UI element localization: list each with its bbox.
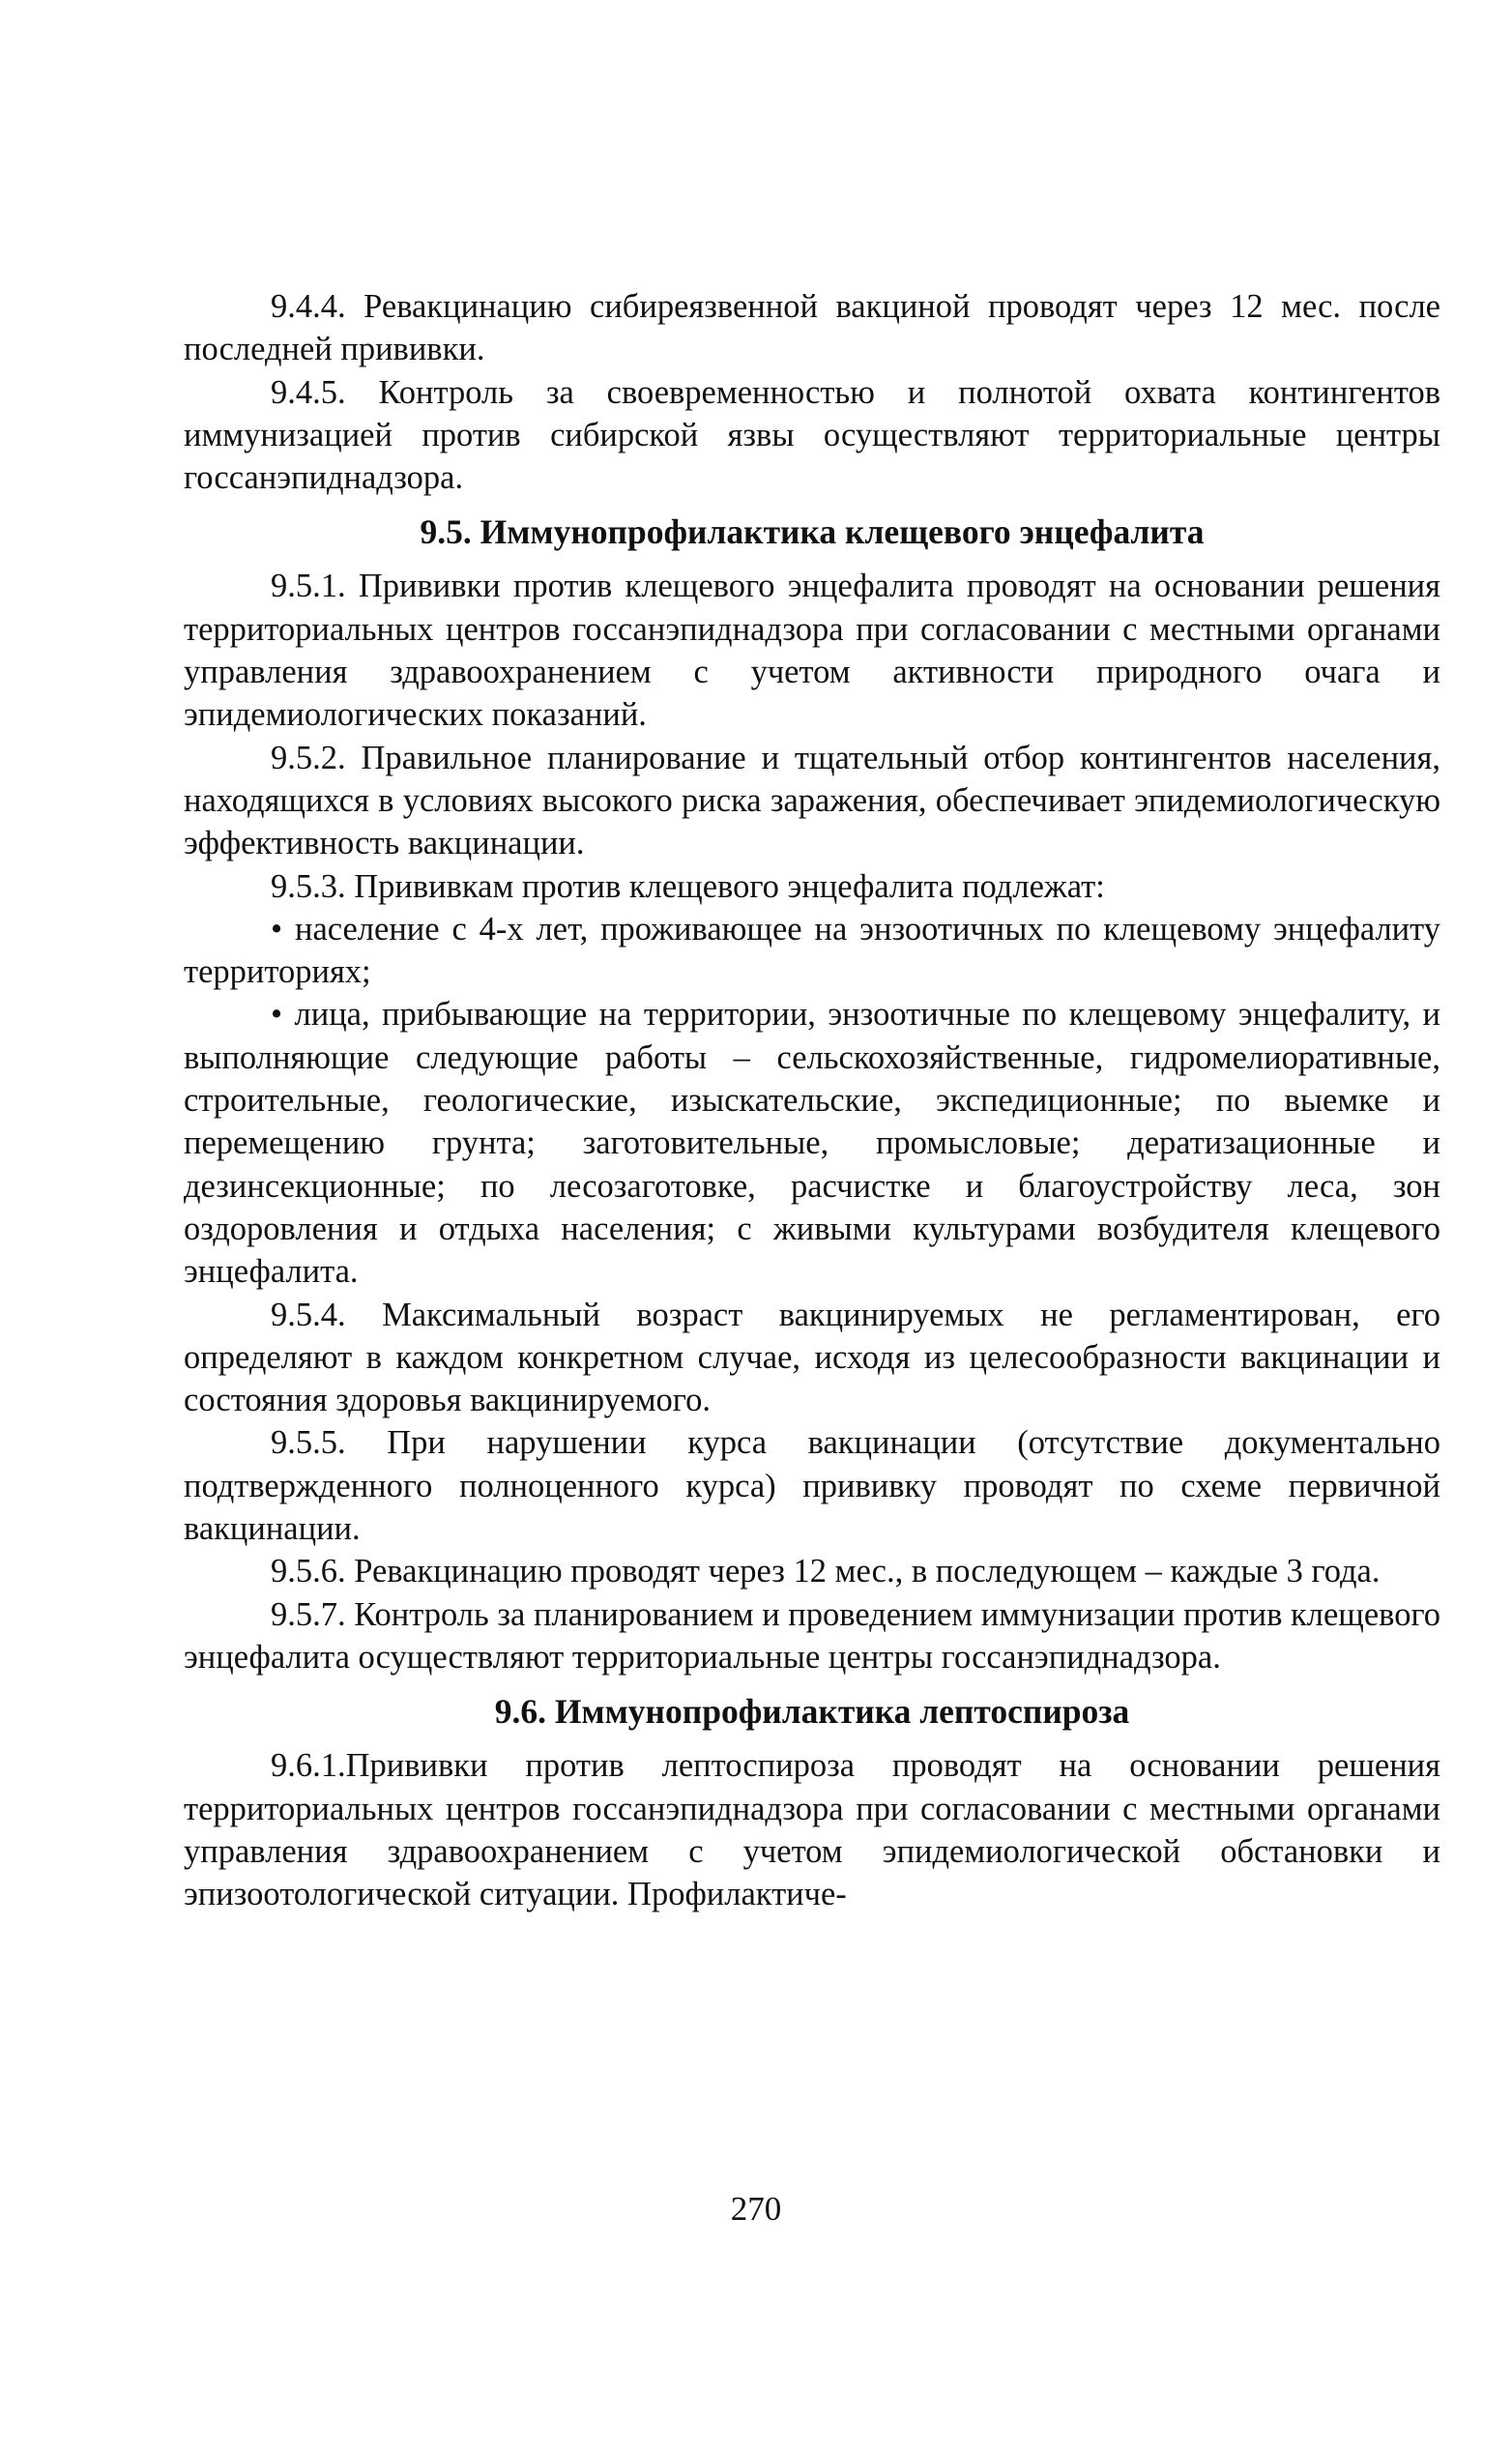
paragraph-9-5-4: 9.5.4. Максимальный возраст вакцинируемых не регламентирован, его определяют в каждом конкретном случае, исходя из целесообразности вакцинации и состояния здоровья вакцинируемого. bbox=[184, 1296, 1440, 1419]
section-heading-9-5: 9.5. Иммунопрофилактика клещевого энцефалита bbox=[420, 512, 1205, 552]
paragraph-9-6-1: 9.6.1.Прививки против лептоспироза проводят на основании решения территориальных центров госсанэпиднадзора при согласовании с местными органами управления здравоохранением с учетом эпидемиологической обстановки и эпизоотологической ситуации. Профилактиче- bbox=[184, 1747, 1440, 1913]
bullet-item-workers: • лица, прибывающие на территории, энзоотичные по клещевому энцефалиту, и выполняющие следующие работы – сельскохозяйственные, гидромелиоративные, строительные, геологические, изыскательские, экспедиционные; по выемке и перемещению грунта; заготовительные, промысловые; дератизационные и дезинсекционные; по лесозаготовке, расчистке и благоустройству леса, зон оздоровления и отдыха населения; с живыми культурами возбудителя клещевого энцефалита. bbox=[184, 996, 1440, 1291]
page-number: 270 bbox=[730, 2190, 782, 2228]
section-heading-9-6: 9.6. Иммунопрофилактика лептоспироза bbox=[494, 1692, 1130, 1732]
paragraph-9-5-3: 9.5.3. Прививкам против клещевого энцефалита подлежат: bbox=[271, 867, 1105, 905]
paragraph-9-5-2: 9.5.2. Правильное планирование и тщательный отбор контингентов населения, находящихся в условиях высокого риска заражения, обеспечивает эпидемиологическую эффективность вакцинации. bbox=[184, 739, 1440, 862]
bullet-item-population: • население с 4-х лет, проживающее на энзоотичных по клещевому энцефалиту территориях; bbox=[184, 910, 1440, 991]
paragraph-9-4-5: 9.4.5. Контроль за своевременностью и полнотой охвата контингентов иммунизацией против сибирской язвы осуществляют территориальные центры госсанэпиднадзора. bbox=[184, 373, 1440, 497]
paragraph-9-4-4: 9.4.4. Ревакцинацию сибиреязвенной вакциной проводят через 12 мес. после последней прививки. bbox=[184, 288, 1440, 368]
paragraph-9-5-6: 9.5.6. Ревакцинацию проводят через 12 мес., в последующем – каждые 3 года. bbox=[271, 1553, 1381, 1590]
paragraph-9-5-1: 9.5.1. Прививки против клещевого энцефалита проводят на основании решения территориальных центров госсанэпиднадзора при согласовании с местными органами управления здравоохранением с учетом активности природного очага и эпидемиологических показаний. bbox=[184, 568, 1440, 734]
document-body bbox=[184, 285, 1440, 1915]
paragraph-9-5-7: 9.5.7. Контроль за планированием и проведением иммунизации против клещевого энцефалита осуществляют территориальные центры госсанэпиднадзора. bbox=[184, 1595, 1440, 1676]
paragraph-9-5-5: 9.5.5. При нарушении курса вакцинации (отсутствие документально подтвержденного полноценного курса) прививку проводят по схеме первичной вакцинации. bbox=[184, 1424, 1440, 1548]
